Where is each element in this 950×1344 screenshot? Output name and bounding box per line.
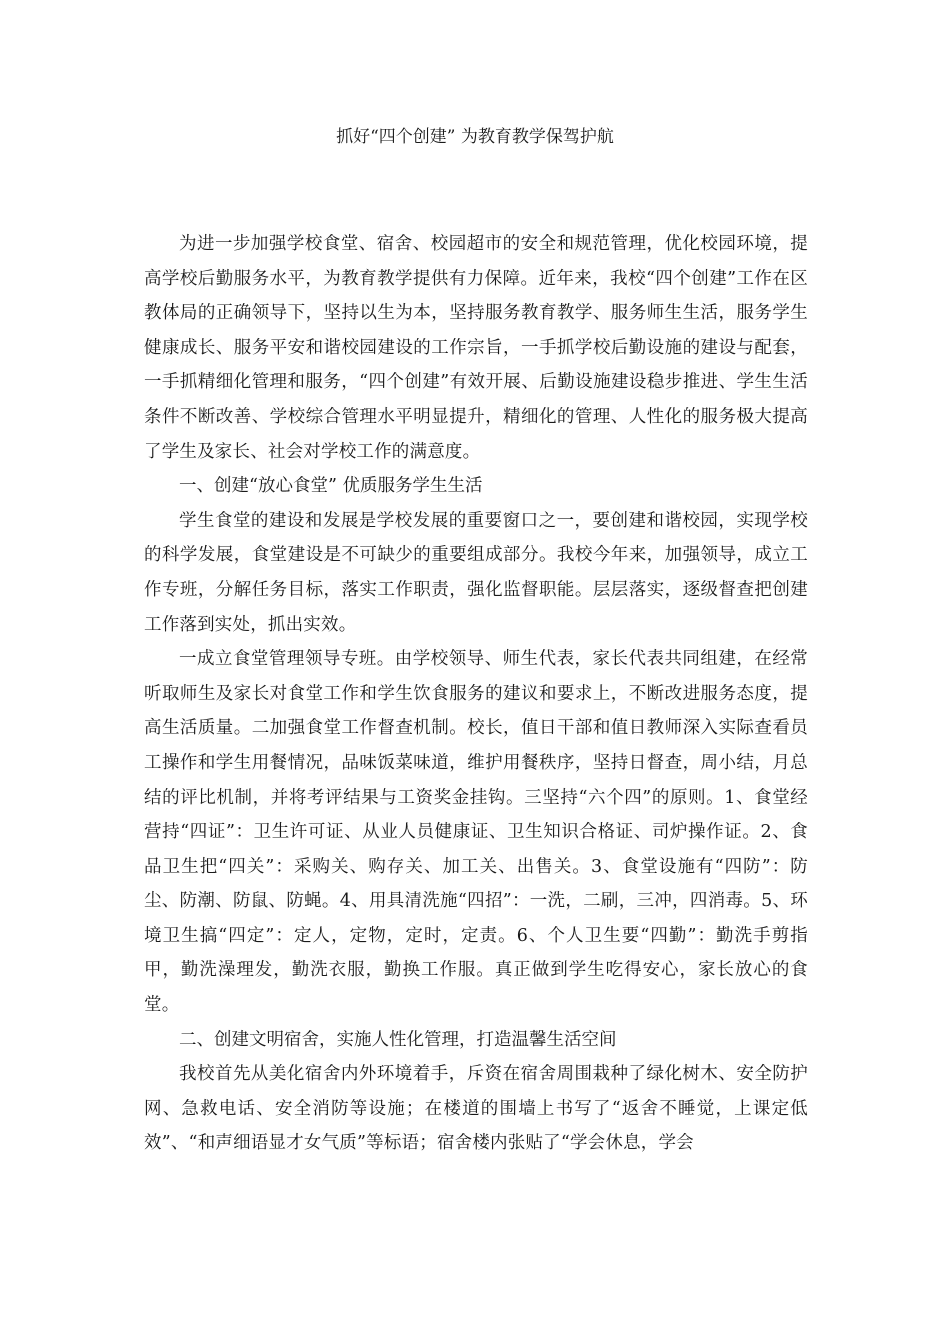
document-body [144, 227, 808, 1161]
section-heading-2: 二、创建文明宿舍，实施人性化管理，打造温馨生活空间 [179, 1029, 617, 1050]
paragraph-canteen-overview: 学生食堂的建设和发展是学校发展的重要窗口之一，要创建和谐校园，实现学校的科学发展，食堂建设是不可缺少的重要组成部分。我校今年来，加强领导，成立工作专班，分解任务目标，落实工作职责，强化监督职能。层层落实，逐级督查把创建工作落到实处，抓出实效。 [144, 510, 808, 635]
paragraph-canteen-measures: 一成立食堂管理领导专班。由学校领导、师生代表，家长代表共同组建，在经常听取师生及家长对食堂工作和学生饮食服务的建议和要求上，不断改进服务态度，提高生活质量。二加强食堂工作督查机制。校长，值日干部和值日教师深入实际查看员工操作和学生用餐情况，品味饭菜味道，维护用餐秩序，坚持日督查，周小结，月总结的评比机制，并将考评结果与工资奖金挂钩。三坚持“六个四”的原则。1、食堂经营持“四证”：卫生许可证、从业人员健康证、卫生知识合格证、司炉操作证。2、食品卫生把“四关”：采购关、购存关、加工关、出售关。3、食堂设施有“四防”：防尘、防潮、防鼠、防蝇。4、用具清洗施“四招”：一洗，二刷，三冲，四消毒。5、环境卫生搞“四定”：定人，定物，定时，定责。6、个人卫生要“四勤”：勤洗手剪指甲，勤洗澡理发，勤洗衣服，勤换工作服。真正做到学生吃得安心，家长放心的食堂。 [144, 649, 808, 1016]
paragraph-dormitory: 我校首先从美化宿舍内外环境着手，斥资在宿舍周围栽种了绿化树木、安全防护网、急救电话、安全消防等设施；在楼道的围墙上书写了“返舍不睡觉，上课定低效”、“和声细语显才女气质”等标语；宿舍楼内张贴了“学会休息，学会 [144, 1064, 808, 1154]
section-heading-1: 一、创建“放心食堂” 优质服务学生生活 [179, 476, 483, 497]
paragraph-intro: 为进一步加强学校食堂、宿舍、校园超市的安全和规范管理，优化校园环境，提高学校后勤服务水平，为教育教学提供有力保障。近年来，我校“四个创建”工作在区教体局的正确领导下，坚持以生为本，坚持服务教育教学、服务师生生活，服务学生健康成长、服务平安和谐校园建设的工作宗旨，一手抓学校后勤设施的建设与配套，一手抓精细化管理和服务，“四个创建”有效开展、后勤设施建设稳步推进、学生生活条件不断改善、学校综合管理水平明显提升，精细化的管理、人性化的服务极大提高了学生及家长、社会对学校工作的满意度。 [144, 234, 808, 462]
document-title: 抓好“四个创建” 为教育教学保驾护航 [336, 127, 614, 147]
